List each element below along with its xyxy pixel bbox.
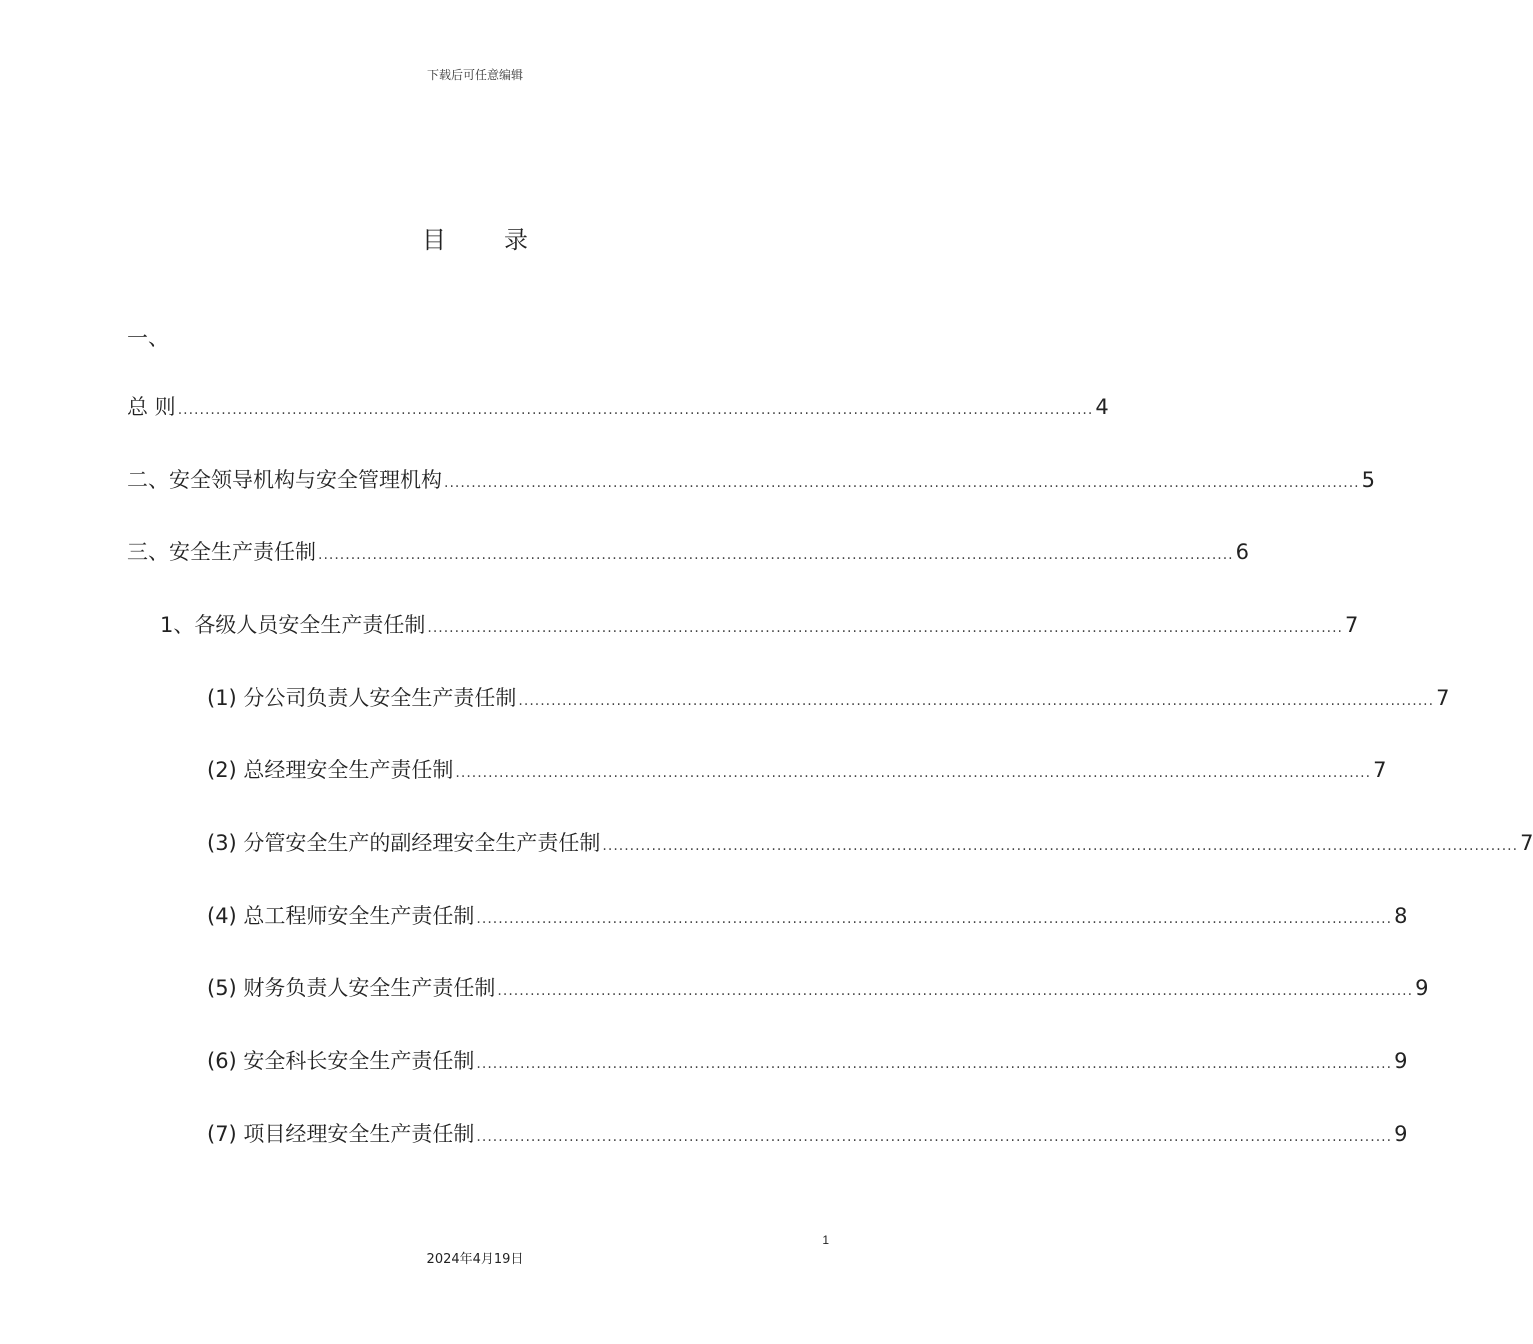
toc-entry[interactable] (0, 610, 1359, 640)
toc-entry-label: (5) 财务负责人安全生产责任制 (207, 976, 496, 1000)
toc-leader: ........................................................................................................................................................................ (476, 1056, 1393, 1072)
toc-entry-label: (1) 分公司负责人安全生产责任制 (207, 686, 517, 710)
header-note: 下载后可任意编辑 (426, 68, 523, 82)
toc-entry-label: (3) 分管安全生产的副经理安全生产责任制 (207, 831, 601, 855)
toc-entry[interactable] (0, 973, 1429, 1003)
toc-entry-label: 1、各级人员安全生产责任制 (160, 613, 426, 637)
toc-entry-page: 4 (1095, 395, 1109, 419)
toc-title (0, 220, 950, 255)
toc-entry[interactable] (0, 537, 1250, 567)
toc-title-left: 目 (422, 226, 446, 254)
toc-entry-label: (2) 总经理安全生产责任制 (207, 758, 454, 782)
toc-entry-label: 三、安全生产责任制 (127, 540, 316, 564)
toc-leader: ........................................................................................................................................................................ (497, 983, 1414, 999)
toc-entry[interactable] (0, 465, 1376, 495)
toc-entry-page: 7 (1345, 613, 1359, 637)
toc-leader: ........................................................................................................................................................................ (476, 911, 1393, 927)
toc-entry[interactable] (0, 901, 1408, 931)
toc-entry[interactable] (0, 828, 1533, 858)
toc-entry-page: 7 (1436, 686, 1450, 710)
toc-leader: ........................................................................................................................................................................ (177, 402, 1094, 418)
toc-leader: ........................................................................................................................................................................ (602, 838, 1519, 854)
toc-entry-page: 7 (1520, 831, 1533, 855)
toc-entry-label: (6) 安全科长安全生产责任制 (207, 1049, 475, 1073)
toc-entry-label: 总 则 (127, 395, 176, 419)
toc-entry-page: 9 (1394, 1122, 1408, 1146)
toc-entry-label: (4) 总工程师安全生产责任制 (207, 904, 475, 928)
footer-date: 2024年4月19日 (426, 1252, 524, 1267)
page-number: 1 (822, 1233, 829, 1247)
toc-entry-page: 6 (1235, 540, 1250, 564)
toc-entry[interactable] (0, 392, 1109, 422)
toc-leader: ........................................................................................................................................................................ (476, 1129, 1393, 1145)
toc-entry-page: 5 (1361, 468, 1376, 492)
toc-entry-label: (7) 项目经理安全生产责任制 (207, 1122, 475, 1146)
toc-section-prefix: 一、 (127, 326, 169, 350)
toc-entry-label: 二、安全领导机构与安全管理机构 (127, 468, 442, 492)
toc-entry-page: 9 (1415, 976, 1429, 1000)
toc-entry-page: 7 (1373, 758, 1387, 782)
toc-entry-page: 8 (1394, 904, 1408, 928)
toc-entry[interactable] (0, 1119, 1408, 1149)
toc-title-right: 录 (504, 226, 528, 254)
toc-entry[interactable] (0, 1046, 1408, 1076)
toc-entry-page: 9 (1394, 1049, 1408, 1073)
toc-leader: ........................................................................................................................................................................ (318, 547, 1234, 563)
toc-leader: ........................................................................................................................................................................ (455, 765, 1372, 781)
toc-leader: ........................................................................................................................................................................ (444, 475, 1360, 491)
toc-leader: ........................................................................................................................................................................ (427, 620, 1344, 636)
toc-leader: ........................................................................................................................................................................ (518, 693, 1435, 709)
toc-entry[interactable] (0, 683, 1450, 713)
toc-entry[interactable] (0, 755, 1387, 785)
